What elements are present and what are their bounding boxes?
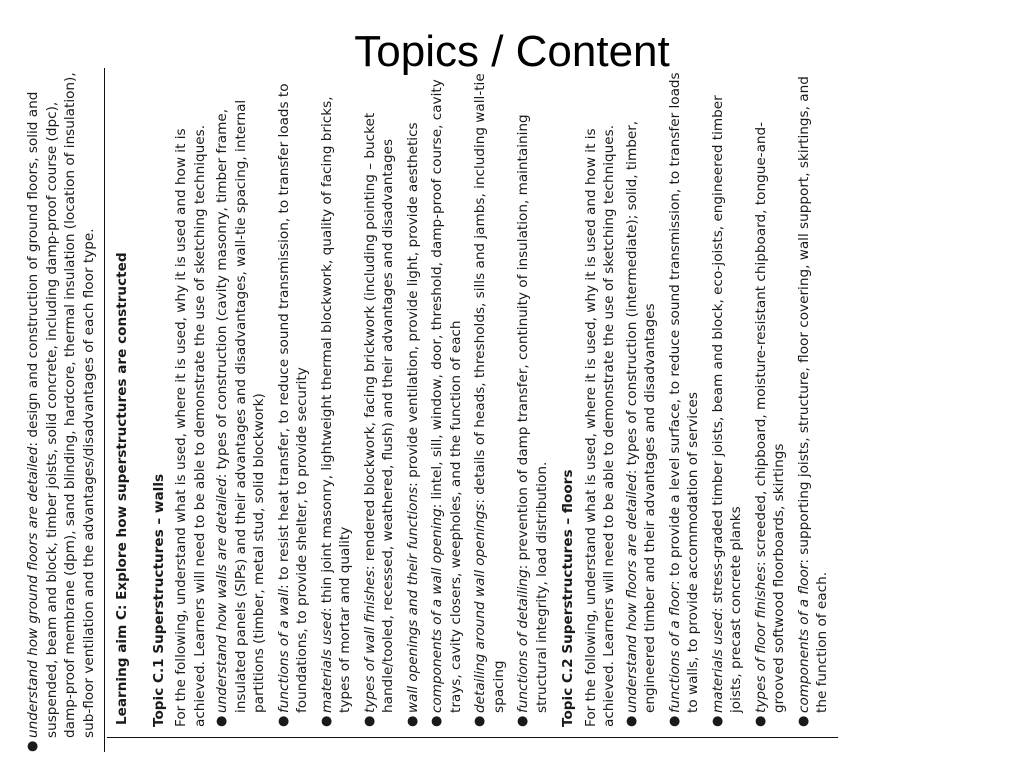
bullet-lead: types of wall finishes xyxy=(361,570,378,713)
bullet-body: : details of heads, thresholds, sills and jambs, including wall-tie spacing xyxy=(472,73,507,713)
topic-c2-intro: For the following, understand what is used, where it is used, why it is used and how it is achieved. Learners will need to be able to demonstrate the use of sketching techniques. xyxy=(582,124,617,727)
list-item xyxy=(428,68,465,727)
intro-bullet xyxy=(24,68,98,752)
bullet-icon: ● xyxy=(623,715,639,727)
bullet-lead: types of floor finishes xyxy=(752,566,769,713)
slide-title: Topics / Content xyxy=(354,27,670,76)
list-item xyxy=(318,68,355,727)
list-item xyxy=(275,68,312,727)
list-item xyxy=(514,68,551,727)
list-item xyxy=(623,68,660,727)
list-item xyxy=(709,68,746,727)
bullet-lead: functions of a wall xyxy=(275,588,292,713)
bullet-body: : screeded, chipboard, moisture-resistant chipboard, tongue-and-grooved softwood floorboards, skirtings xyxy=(752,121,787,713)
learning-aim-block xyxy=(107,68,838,752)
bullet-body: : thin joint masonry, lightweight thermal blockwork, quality of facing bricks, types of mortar and quality xyxy=(318,96,353,713)
list-item xyxy=(666,68,703,727)
bullet-body: : design and construction of ground floors, solid and suspended, beam and block, timber joists, solid concrete, including damp-proof course (dpc), damp-proof membrane (dpm), sand blinding, hardcore, thermal insulation (location of insulation), sub-floor ventilation and the advantages/disadvantages of each floor type. xyxy=(25,72,97,738)
bullet-icon: ● xyxy=(25,740,40,752)
topic-c1-heading: Topic C.1 Superstructures – walls xyxy=(150,473,167,727)
bullet-lead: functions of detailing xyxy=(515,569,531,713)
list-item xyxy=(752,68,789,727)
bullet-text xyxy=(24,68,98,738)
topic-c2-heading: Topic C.2 Superstructures – floors xyxy=(560,469,576,727)
bullet-icon: ● xyxy=(472,715,487,727)
learning-aim-heading: Learning aim C: Explore how superstructures are constructed xyxy=(114,252,130,725)
bullet-icon: ● xyxy=(666,715,682,727)
topic-c1-intro: For the following, understand what is used, where it is used, why it is used and how it is achieved. Learners will need to be able to demonstrate the use of sketching techniques. xyxy=(173,124,208,727)
bullet-icon: ● xyxy=(214,715,229,727)
bullet-lead: understand how ground floors are detailed xyxy=(25,446,41,738)
list-item xyxy=(795,68,832,727)
bullet-body: : lintel, sill, window, door, threshold, damp-proof course, cavity trays, cavity closers, weepholes, and the function of each xyxy=(429,79,464,713)
rotated-document xyxy=(24,68,1004,752)
bullet-body: : stress-graded timber joists, beam and block, eco-joists, engineered timber joists, precast concrete planks xyxy=(709,95,744,713)
bullet-lead: materials used xyxy=(709,612,726,713)
bullet-icon: ● xyxy=(752,715,768,727)
bullet-icon: ● xyxy=(709,715,725,727)
bullet-body: : types of construction (cavity masonry, timber frame, insulated panels (SIPs) and their advantages and disadvantages, wall-tie spacing, internal partitions (timber, metal stud, solid blockwork) xyxy=(214,99,267,713)
bullet-body: : to resist heat transfer, to reduce sound transmission, to transfer loads to foundations, to provide shelter, to provide security xyxy=(275,83,310,713)
bullet-icon: ● xyxy=(795,715,811,727)
bullet-icon: ● xyxy=(404,715,420,727)
bullet-lead: understand how walls are detailed xyxy=(214,478,230,713)
bullet-lead: functions of a floor xyxy=(666,584,683,713)
bullet-body: : supporting joists, structure, floor covering, wall support, skirtings, and the function of each. xyxy=(795,76,830,713)
list-item xyxy=(361,68,398,727)
list-item xyxy=(213,68,269,727)
bullet-icon: ● xyxy=(429,715,444,727)
bullet-lead: detailing around wall openings xyxy=(472,503,488,713)
bullet-icon: ● xyxy=(361,715,377,727)
bullet-lead: wall openings and their functions xyxy=(404,486,421,713)
bullet-body: : types of construction (intermediate); solid, timber, engineered timber and their advantages and disadvantages xyxy=(623,120,658,713)
bullet-body: : to provide a level surface, to reduce sound transmission, to transfer loads to walls, to provide accommodation of services xyxy=(666,72,701,713)
section-divider xyxy=(104,68,105,752)
list-item xyxy=(471,68,508,727)
bullet-lead: components of a floor xyxy=(795,563,812,713)
bullet-body: : prevention of damp transfer, continuity of insulation, maintaining structural integrity, load distribution. xyxy=(515,114,550,713)
bullet-body: : provide ventilation, provide light, provide aesthetics xyxy=(404,122,421,487)
list-item xyxy=(404,68,423,727)
bullet-lead: materials used xyxy=(318,612,335,713)
bullet-body: : rendered blockwork, facing brickwork (including pointing – bucket handle/tooled, recessed, weathered, flush) and their advantages and disadvantages xyxy=(361,112,396,713)
bullet-lead: understand how floors are detailed xyxy=(623,474,640,713)
bullet-icon: ● xyxy=(275,715,291,727)
left-rule xyxy=(107,737,838,738)
bullet-icon: ● xyxy=(318,715,334,727)
bullet-icon: ● xyxy=(515,715,530,727)
bullet-lead: components of a wall opening xyxy=(429,508,445,713)
